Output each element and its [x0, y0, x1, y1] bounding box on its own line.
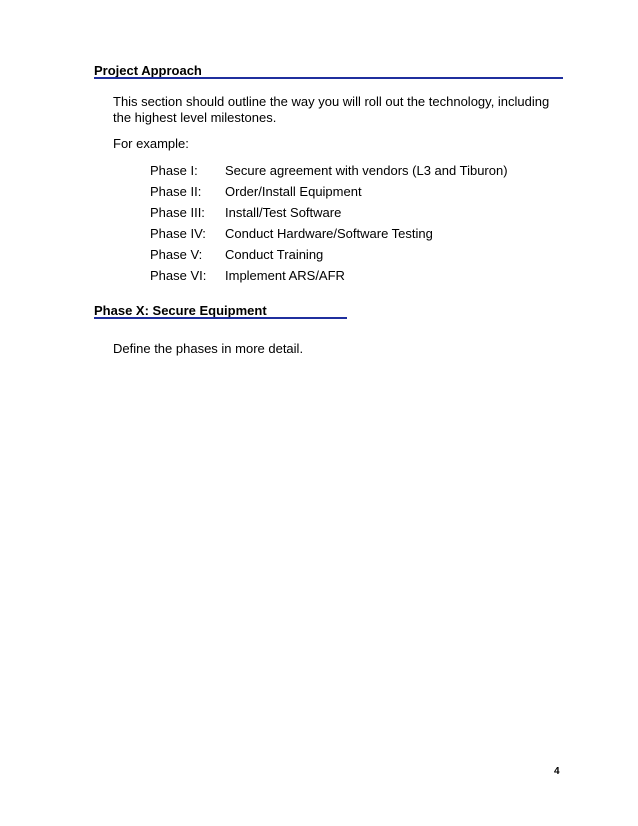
phase-item: [150, 184, 570, 205]
heading-underline: [94, 317, 347, 319]
phase-label: Phase I:: [150, 163, 198, 178]
phase-label: Phase VI:: [150, 268, 207, 283]
phase-description: Implement ARS/AFR: [225, 268, 345, 283]
phase-label: Phase III:: [150, 205, 205, 220]
section-body: Define the phases in more detail.: [113, 341, 304, 356]
phase-item: [150, 205, 570, 226]
phase-item: [150, 226, 570, 247]
phase-description: Install/Test Software: [225, 205, 342, 220]
phase-description: Conduct Hardware/Software Testing: [225, 226, 433, 241]
page-number: 4: [554, 766, 560, 777]
phase-item: [150, 247, 570, 268]
section-heading-secure-equipment: Phase X: Secure Equipment: [94, 303, 267, 318]
section-heading-project-approach: Project Approach: [94, 63, 202, 78]
heading-underline: [94, 77, 563, 79]
phase-item: [150, 268, 570, 289]
phase-description: Order/Install Equipment: [225, 184, 362, 199]
intro-paragraph: This section should outline the way you will roll out the technology, including the highest level milestones.: [113, 94, 550, 125]
phase-list: [150, 163, 570, 289]
phase-label: Phase IV:: [150, 226, 206, 241]
phase-description: Secure agreement with vendors (L3 and Tiburon): [225, 163, 508, 178]
phase-item: [150, 163, 570, 184]
phase-label: Phase V:: [150, 247, 203, 262]
phase-label: Phase II:: [150, 184, 202, 199]
example-label: For example:: [113, 136, 189, 151]
phase-description: Conduct Training: [225, 247, 324, 262]
